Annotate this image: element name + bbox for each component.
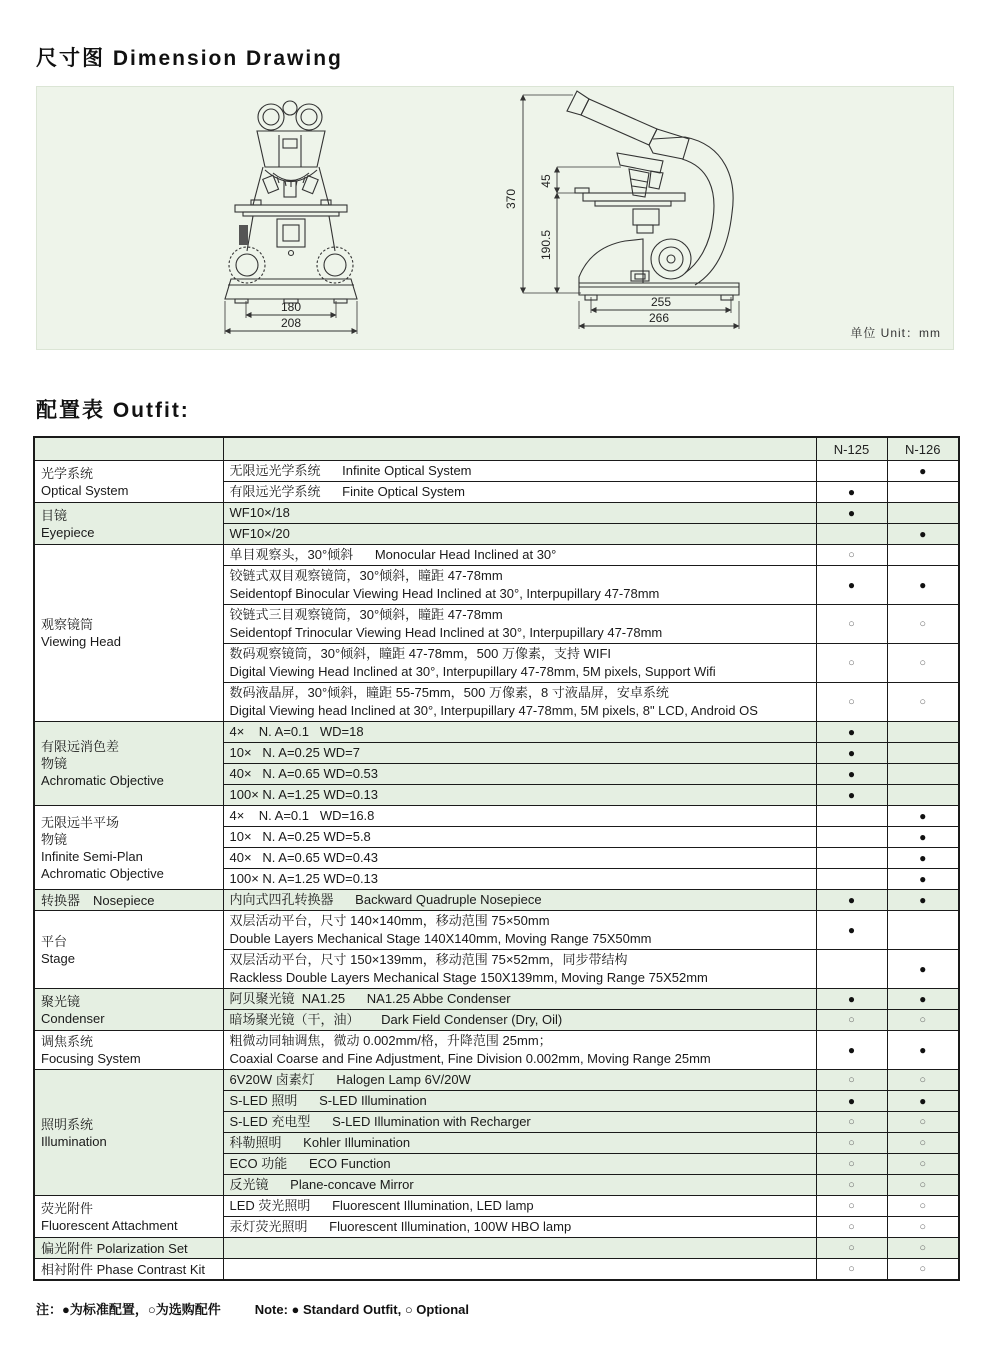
n126-mark-cell: ○	[887, 1070, 959, 1091]
table-row	[34, 1259, 959, 1281]
description-cell: 暗场聚光镜（干，油） Dark Field Condenser (Dry, Oil)	[223, 1010, 816, 1031]
description-cell: WF10×/18	[223, 503, 816, 524]
table-row	[34, 1238, 959, 1259]
category-cell: 调焦系统 Focusing System	[34, 1031, 223, 1070]
n125-mark-cell: ○	[816, 1154, 887, 1175]
description-cell: WF10×/20	[223, 524, 816, 545]
n125-mark-cell: ○	[816, 1010, 887, 1031]
dim-label-side-height: 370	[504, 188, 518, 210]
n126-mark-cell	[887, 503, 959, 524]
header-model-n125: N-125	[816, 437, 887, 461]
description-cell: S-LED 充电型 S-LED Illumination with Recharger	[223, 1112, 816, 1133]
description-cell: 铰链式三目观察镜筒，30°倾斜，瞳距 47-78mm Seidentopf Trinocular Viewing Head Inclined at 30°, Interpupillary 47-78mm	[223, 605, 816, 644]
description-cell: 6V20W 卤素灯 Halogen Lamp 6V/20W	[223, 1070, 816, 1091]
description-cell: S-LED 照明 S-LED Illumination	[223, 1091, 816, 1112]
n126-mark-cell: ○	[887, 1196, 959, 1217]
description-cell: 10× N. A=0.25 WD=7	[223, 743, 816, 764]
description-cell: LED 荧光照明 Fluorescent Illumination, LED lamp	[223, 1196, 816, 1217]
dimension-drawing-svg	[37, 87, 953, 347]
table-row	[34, 461, 959, 482]
footnote-zh: 注：●为标准配置，○为选购配件	[36, 1302, 221, 1317]
description-cell: 10× N. A=0.25 WD=5.8	[223, 827, 816, 848]
n126-mark-cell: ○	[887, 683, 959, 722]
outfit-table	[33, 436, 960, 1281]
n125-mark-cell: ○	[816, 1112, 887, 1133]
category-cell: 光学系统 Optical System	[34, 461, 223, 503]
n126-mark-cell: ○	[887, 1112, 959, 1133]
n126-mark-cell: ○	[887, 1010, 959, 1031]
n125-mark-cell: ○	[816, 1259, 887, 1281]
category-cell: 照明系统 Illumination	[34, 1070, 223, 1196]
description-cell: 阿贝聚光镜 NA1.25 NA1.25 Abbe Condenser	[223, 989, 816, 1010]
table-row	[34, 806, 959, 827]
description-cell: 有限远光学系统 Finite Optical System	[223, 482, 816, 503]
n126-mark-cell: ●	[887, 1091, 959, 1112]
category-cell: 有限远消色差 物镜 Achromatic Objective	[34, 722, 223, 806]
n125-mark-cell	[816, 806, 887, 827]
category-cell: 观察镜筒 Viewing Head	[34, 545, 223, 722]
description-cell: 双层活动平台，尺寸 150×139mm，移动范围 75×52mm，同步带结构 Rackless Double Layers Mechanical Stage 150X139mm, Moving Range 75X52mm	[223, 950, 816, 989]
n126-mark-cell: ○	[887, 1175, 959, 1196]
dim-label-side-inner-depth: 255	[650, 295, 672, 309]
description-cell: 100× N. A=1.25 WD=0.13	[223, 785, 816, 806]
table-row	[34, 890, 959, 911]
description-cell: 内向式四孔转换器 Backward Quadruple Nosepiece	[223, 890, 816, 911]
n125-mark-cell: ○	[816, 1196, 887, 1217]
n126-mark-cell: ●	[887, 461, 959, 482]
n126-mark-cell: ●	[887, 950, 959, 989]
table-row	[34, 503, 959, 524]
dim-label-front-inner: 180	[280, 300, 302, 314]
n125-mark-cell: ○	[816, 1217, 887, 1238]
n126-mark-cell	[887, 545, 959, 566]
description-cell: 单目观察头，30°倾斜 Monocular Head Inclined at 30°	[223, 545, 816, 566]
n125-mark-cell: ●	[816, 482, 887, 503]
description-cell: 4× N. A=0.1 WD=18	[223, 722, 816, 743]
category-cell: 平台 Stage	[34, 911, 223, 989]
description-cell: ECO 功能 ECO Function	[223, 1154, 816, 1175]
description-cell: 双层活动平台，尺寸 140×140mm，移动范围 75×50mm Double Layers Mechanical Stage 140X140mm, Moving Range 75X50mm	[223, 911, 816, 950]
n126-mark-cell	[887, 764, 959, 785]
description-cell: 100× N. A=1.25 WD=0.13	[223, 869, 816, 890]
n126-mark-cell	[887, 743, 959, 764]
category-cell: 聚光镜 Condenser	[34, 989, 223, 1031]
dimension-drawing-title-text: 尺寸图 Dimension Drawing	[36, 47, 343, 70]
outfit-title-text: 配置表 Outfit:	[36, 399, 190, 422]
n125-mark-cell	[816, 524, 887, 545]
n125-mark-cell: ●	[816, 890, 887, 911]
n125-mark-cell: ●	[816, 1031, 887, 1070]
footnote-en: Note: ● Standard Outfit, ○ Optional	[254, 1302, 470, 1317]
n125-mark-cell: ●	[816, 764, 887, 785]
header-category-cell	[34, 437, 223, 461]
category-cell: 偏光附件 Polarization Set	[34, 1238, 223, 1259]
n126-mark-cell: ○	[887, 1133, 959, 1154]
n125-mark-cell: ○	[816, 545, 887, 566]
n125-mark-cell	[816, 950, 887, 989]
category-cell: 相衬附件 Phase Contrast Kit	[34, 1259, 223, 1281]
n126-mark-cell: ○	[887, 1238, 959, 1259]
unit-label: 单位 Unit：mm	[850, 326, 941, 340]
description-cell: 科勒照明 Kohler Illumination	[223, 1133, 816, 1154]
category-cell: 转换器 Nosepiece	[34, 890, 223, 911]
side-view-drawing	[523, 91, 739, 329]
table-header-row	[34, 437, 959, 461]
category-cell: 无限远半平场 物镜 Infinite Semi-Plan Achromatic Objective	[34, 806, 223, 890]
description-cell: 40× N. A=0.65 WD=0.43	[223, 848, 816, 869]
n126-mark-cell: ●	[887, 827, 959, 848]
description-cell: 4× N. A=0.1 WD=16.8	[223, 806, 816, 827]
n125-mark-cell: ●	[816, 785, 887, 806]
n125-mark-cell: ○	[816, 1175, 887, 1196]
n126-mark-cell: ○	[887, 1217, 959, 1238]
description-cell: 无限远光学系统 Infinite Optical System	[223, 461, 816, 482]
n125-mark-cell: ●	[816, 743, 887, 764]
n125-mark-cell: ●	[816, 911, 887, 950]
category-cell: 荧光附件 Fluorescent Attachment	[34, 1196, 223, 1238]
n126-mark-cell: ●	[887, 869, 959, 890]
description-cell: 数码液晶屏，30°倾斜，瞳距 55-75mm，500 万像素，8 寸液晶屏，安卓系统 Digital Viewing head Inclined at 30°, Interpupillary 47-78mm, 5M pixels, 8" LCD, Android OS	[223, 683, 816, 722]
outfit-title	[0, 350, 990, 436]
table-row	[34, 1196, 959, 1217]
table-row	[34, 911, 959, 950]
n125-mark-cell: ●	[816, 989, 887, 1010]
description-cell: 铰链式双目观察镜筒，30°倾斜，瞳距 47-78mm Seidentopf Binocular Viewing Head Inclined at 30°, Interpupillary 47-78mm	[223, 566, 816, 605]
n126-mark-cell: ○	[887, 644, 959, 683]
n125-mark-cell	[816, 848, 887, 869]
n126-mark-cell: ●	[887, 806, 959, 827]
n125-mark-cell: ○	[816, 605, 887, 644]
n125-mark-cell: ○	[816, 1070, 887, 1091]
n126-mark-cell: ●	[887, 848, 959, 869]
table-row	[34, 989, 959, 1010]
footnote	[36, 1299, 990, 1318]
header-description-cell	[223, 437, 816, 461]
n125-mark-cell: ●	[816, 722, 887, 743]
n126-mark-cell	[887, 785, 959, 806]
table-row	[34, 722, 959, 743]
description-cell: 反光镜 Plane-concave Mirror	[223, 1175, 816, 1196]
dim-label-front-outer: 208	[280, 316, 302, 330]
n126-mark-cell: ●	[887, 890, 959, 911]
n126-mark-cell: ●	[887, 1031, 959, 1070]
dim-label-side-190: 190.5	[539, 229, 553, 261]
n126-mark-cell: ●	[887, 989, 959, 1010]
n126-mark-cell: ●	[887, 524, 959, 545]
dim-label-side-outer-depth: 266	[648, 311, 670, 325]
n125-mark-cell	[816, 827, 887, 848]
description-cell	[223, 1238, 816, 1259]
outfit-table-body	[34, 461, 959, 1281]
n125-mark-cell: ○	[816, 1133, 887, 1154]
n126-mark-cell: ○	[887, 1259, 959, 1281]
dimension-drawing-title	[0, 0, 990, 86]
n125-mark-cell	[816, 869, 887, 890]
table-row	[34, 1031, 959, 1070]
header-model-n126: N-126	[887, 437, 959, 461]
table-row	[34, 545, 959, 566]
n125-mark-cell: ●	[816, 1091, 887, 1112]
n125-mark-cell: ●	[816, 503, 887, 524]
n125-mark-cell: ○	[816, 1238, 887, 1259]
n126-mark-cell	[887, 482, 959, 503]
n126-mark-cell: ○	[887, 605, 959, 644]
description-cell: 数码观察镜筒，30°倾斜，瞳距 47-78mm，500 万像素，支持 WIFI Digital Viewing Head Inclined at 30°, Interpupillary 47-78mm, 5M pixels, Support Wifi	[223, 644, 816, 683]
n126-mark-cell	[887, 911, 959, 950]
n125-mark-cell	[816, 461, 887, 482]
n125-mark-cell: ○	[816, 683, 887, 722]
n126-mark-cell: ●	[887, 566, 959, 605]
category-cell: 目镜 Eyepiece	[34, 503, 223, 545]
n126-mark-cell	[887, 722, 959, 743]
n125-mark-cell: ○	[816, 644, 887, 683]
dim-label-side-45: 45	[539, 174, 553, 188]
dimension-drawing-panel	[36, 86, 954, 350]
description-cell: 40× N. A=0.65 WD=0.53	[223, 764, 816, 785]
n126-mark-cell: ○	[887, 1154, 959, 1175]
description-cell: 粗微动同轴调焦，微动 0.002mm/格，升降范围 25mm； Coaxial Coarse and Fine Adjustment, Fine Division 0.002mm, Moving Range 25mm	[223, 1031, 816, 1070]
table-row	[34, 1070, 959, 1091]
description-cell	[223, 1259, 816, 1281]
description-cell: 汞灯荧光照明 Fluorescent Illumination, 100W HBO lamp	[223, 1217, 816, 1238]
n125-mark-cell: ●	[816, 566, 887, 605]
